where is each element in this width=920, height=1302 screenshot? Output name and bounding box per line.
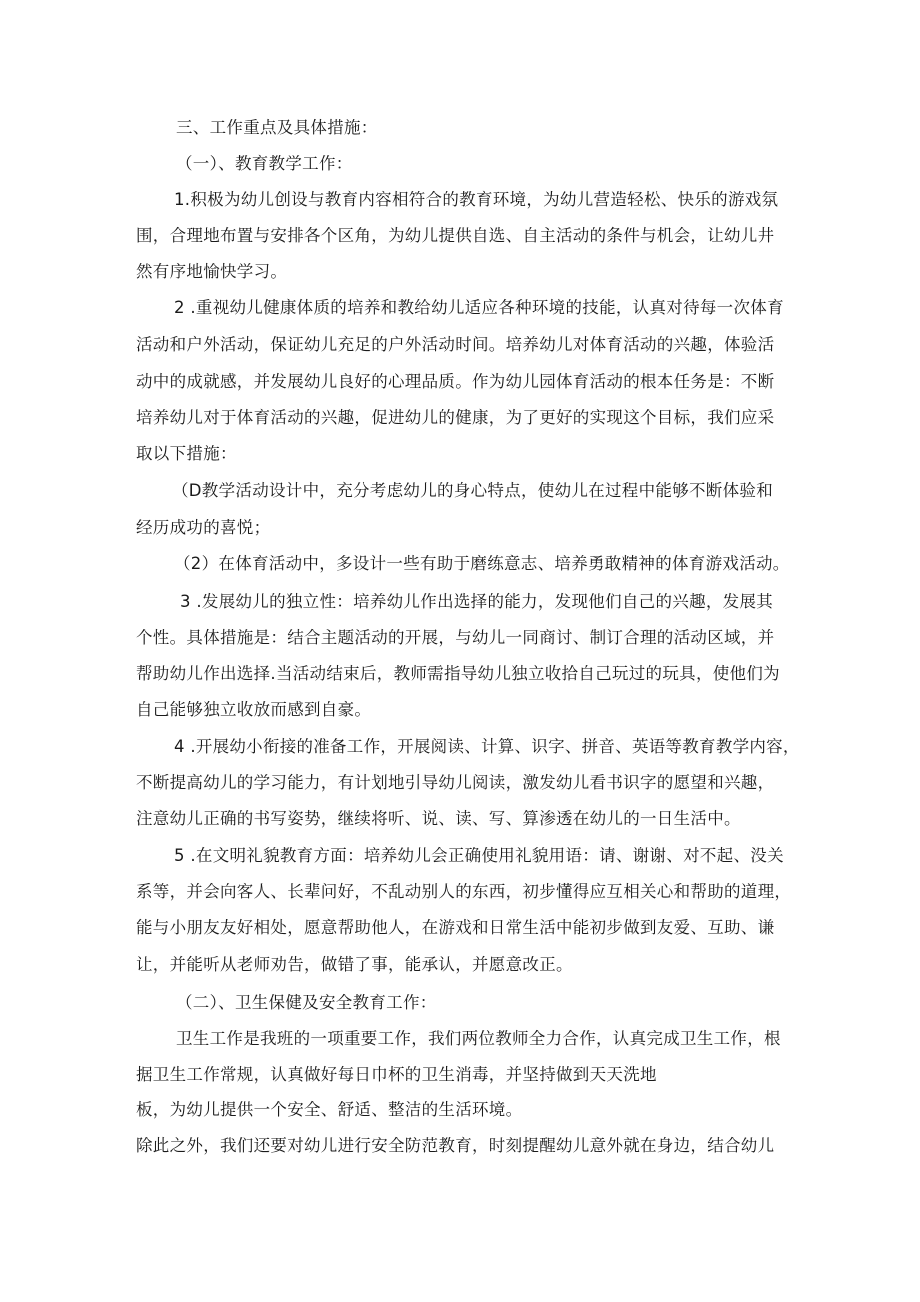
paragraph-line: 据卫生工作常规，认真做好每日巾杯的卫生消毒，并坚持做到天天洗地 xyxy=(136,1065,657,1084)
subsection-heading: （一）、教育教学工作： xyxy=(176,154,353,173)
paragraph-line: 个性。具体措施是：结合主题活动的开展，与幼儿一同商讨、制订合理的活动区域，并 xyxy=(136,628,775,647)
paragraph-line: 取以下措施： xyxy=(136,444,237,463)
paragraph-line: 活动和户外活动，保证幼儿充足的户外活动时间。培养幼儿对体育活动的兴趣，体验活 xyxy=(136,335,775,354)
paragraph-line: 板，为幼儿提供一个安全、舒适、整洁的生活环境。 xyxy=(136,1100,523,1119)
paragraph-line: 2 .重视幼儿健康体质的培养和教给幼儿适应各种环境的技能，认真对待每一次体育 xyxy=(174,298,784,317)
paragraph-line: 经历成功的喜悦； xyxy=(136,518,271,537)
paragraph-line: 1.积极为幼儿创设与教育内容相符合的教育环境，为幼儿营造轻松、快乐的游戏氛 xyxy=(174,190,779,209)
section-heading: 三、工作重点及具体措施： xyxy=(176,118,378,137)
paragraph-line: 5 .在文明礼貌教育方面：培养幼儿会正确使用礼貌用语：请、谢谢、对不起、没关 xyxy=(174,846,784,865)
paragraph-line: 4 .开展幼小衔接的准备工作，开展阅读、计算、识字、拼音、英语等教育教学内容， xyxy=(174,737,800,756)
paragraph-line: 动中的成就感，并发展幼儿良好的心理品质。作为幼儿园体育活动的根本任务是：不断 xyxy=(136,372,775,391)
paragraph-line: 卫生工作是我班的一项重要工作，我们两位教师全力合作，认真完成卫生工作，根 xyxy=(176,1029,781,1048)
paragraph-line: 能与小朋友友好相处，愿意帮助他人，在游戏和日常生活中能初步做到友爱、互助、谦 xyxy=(136,918,775,937)
paragraph-line: 不断提高幼儿的学习能力，有计划地引导幼儿阅读，激发幼儿看书识字的愿望和兴趣， xyxy=(136,773,775,792)
paragraph-line: 注意幼儿正确的书写姿势，继续将听、说、读、写、算渗透在幼儿的一日生活中。 xyxy=(136,809,741,828)
paragraph-line: 除此之外，我们还要对幼儿进行安全防范教育，时刻提醒幼儿意外就在身边，结合幼儿 xyxy=(136,1136,775,1155)
paragraph-line: 自己能够独立收放而感到自豪。 xyxy=(136,700,372,719)
subsection-heading: （二）、卫生保健及安全教育工作： xyxy=(176,993,437,1012)
paragraph-line: 培养幼儿对于体育活动的兴趣，促进幼儿的健康，为了更好的实现这个目标，我们应采 xyxy=(136,408,775,427)
paragraph-line: 围，合理地布置与安排各个区角，为幼儿提供自选、自主活动的条件与机会，让幼儿井 xyxy=(136,226,775,245)
paragraph-line: （2）在体育活动中，多设计一些有助于磨练意志、培养勇敢精神的体育游戏活动。 xyxy=(174,554,790,573)
paragraph-line: （D教学活动设计中，充分考虑幼儿的身心特点，使幼儿在过程中能够不断体验和 xyxy=(172,481,774,500)
paragraph-line: 然有序地愉快学习。 xyxy=(136,262,288,281)
paragraph-line: 3 .发展幼儿的独立性：培养幼儿作出选择的能力，发现他们自己的兴趣，发展其 xyxy=(180,592,774,611)
paragraph-line: 让，并能听从老师劝告，做错了事，能承认，并愿意改正。 xyxy=(136,955,573,974)
paragraph-line: 帮助幼儿作出选择.当活动结束后，教师需指导幼儿独立收拾自己玩过的玩具，使他们为 xyxy=(136,664,780,683)
paragraph-line: 系等，并会向客人、长辈问好，不乱动别人的东西，初步懂得应互相关心和帮助的道理， xyxy=(136,882,792,901)
